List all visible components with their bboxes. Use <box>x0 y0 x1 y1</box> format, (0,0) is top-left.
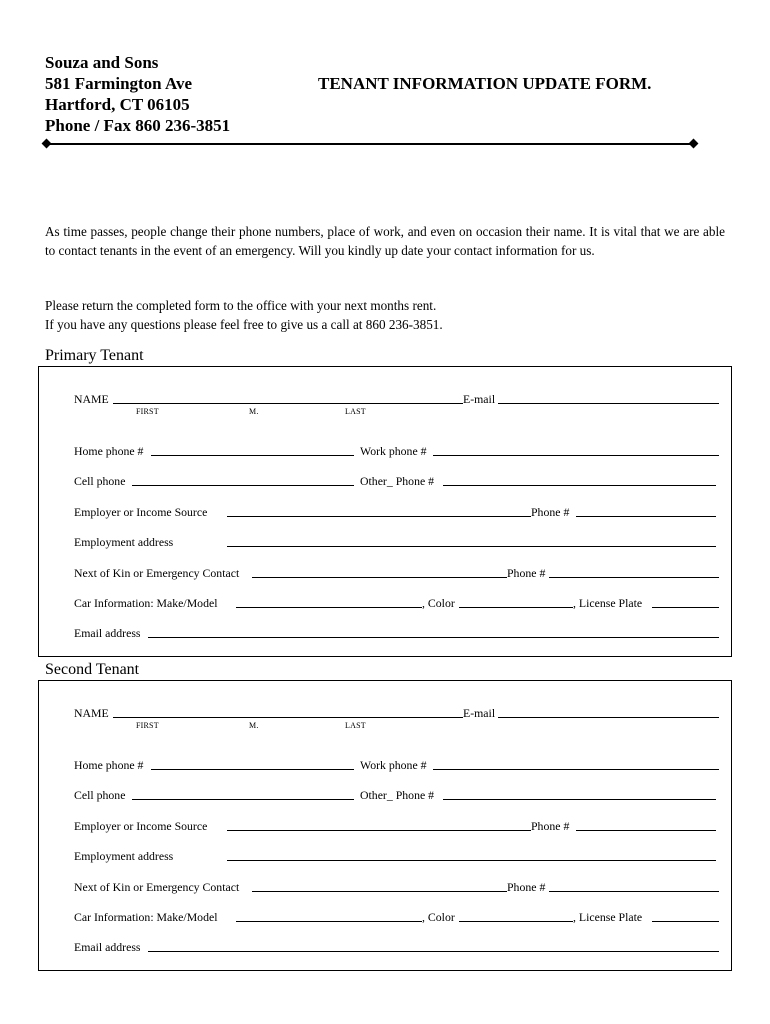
car-make-model-field[interactable] <box>236 921 422 922</box>
first-sublabel: FIRST <box>136 721 159 730</box>
company-name: Souza and Sons <box>45 53 159 72</box>
other-phone-label: Other_ Phone # <box>360 788 435 802</box>
car-info-label: Car Information: Make/Model <box>74 596 218 610</box>
diamond-left-icon <box>42 139 52 149</box>
primary-tenant-box <box>38 366 732 657</box>
last-sublabel: LAST <box>345 721 366 730</box>
employer-row <box>74 504 720 520</box>
return-instructions <box>45 296 725 334</box>
home-phone-field[interactable] <box>151 455 354 456</box>
company-phone: Phone / Fax 860 236-3851 <box>45 116 231 135</box>
work-phone-field[interactable] <box>433 769 719 770</box>
employer-phone-field[interactable] <box>576 830 716 831</box>
email-address-row <box>74 625 720 641</box>
work-phone-field[interactable] <box>433 455 719 456</box>
email-label: E-mail <box>463 706 496 720</box>
cell-phone-row <box>74 473 720 489</box>
work-phone-label: Work phone # <box>360 758 427 772</box>
next-of-kin-field[interactable] <box>252 577 507 578</box>
first-sublabel: FIRST <box>136 407 159 416</box>
kin-phone-label: Phone # <box>507 880 546 894</box>
home-phone-row <box>74 443 720 459</box>
email-address-label: Email address <box>74 626 141 640</box>
email-label: E-mail <box>463 392 496 406</box>
next-of-kin-label: Next of Kin or Emergency Contact <box>74 880 240 894</box>
cell-phone-field[interactable] <box>132 485 354 486</box>
name-label: NAME <box>74 706 109 720</box>
home-phone-field[interactable] <box>151 769 354 770</box>
middle-sublabel: M. <box>249 407 259 416</box>
email-field[interactable] <box>498 403 719 404</box>
license-plate-label: , License Plate <box>573 596 643 610</box>
employer-field[interactable] <box>227 516 531 517</box>
color-label: , Color <box>422 910 455 924</box>
employer-field[interactable] <box>227 830 531 831</box>
employer-phone-field[interactable] <box>576 516 716 517</box>
license-plate-label: , License Plate <box>573 910 643 924</box>
middle-sublabel: M. <box>249 721 259 730</box>
employer-phone-label: Phone # <box>531 819 570 833</box>
name-label: NAME <box>74 392 109 406</box>
car-info-label: Car Information: Make/Model <box>74 910 218 924</box>
employer-phone-label: Phone # <box>531 505 570 519</box>
employment-address-field[interactable] <box>227 860 716 861</box>
home-phone-label: Home phone # <box>74 758 144 772</box>
other-phone-field[interactable] <box>443 799 716 800</box>
employment-address-label: Employment address <box>74 535 174 549</box>
other-phone-label: Other_ Phone # <box>360 474 435 488</box>
cell-phone-label: Cell phone <box>74 474 126 488</box>
return-line-2: If you have any questions please feel free to give us a call at 860 236-3851. <box>45 317 443 332</box>
license-plate-field[interactable] <box>652 607 719 608</box>
next-of-kin-row <box>74 565 720 581</box>
intro-paragraph: As time passes, people change their phone numbers, place of work, and even on occasion their name. It is vital that we are able to contact tenants in the event of an emergency. Will you kindly up date your contact information for us. <box>45 224 725 258</box>
car-info-row <box>74 595 720 611</box>
other-phone-field[interactable] <box>443 485 716 486</box>
email-field[interactable] <box>498 717 719 718</box>
second-tenant-box <box>38 680 732 971</box>
name-row <box>74 391 720 407</box>
employment-address-row <box>74 534 720 550</box>
employer-row <box>74 818 720 834</box>
employer-label: Employer or Income Source <box>74 505 208 519</box>
car-color-field[interactable] <box>459 921 573 922</box>
email-address-field[interactable] <box>148 637 719 638</box>
car-make-model-field[interactable] <box>236 607 422 608</box>
kin-phone-field[interactable] <box>549 891 719 892</box>
kin-phone-label: Phone # <box>507 566 546 580</box>
company-city: Hartford, CT 06105 <box>45 95 190 114</box>
name-row <box>74 705 720 721</box>
form-title: TENANT INFORMATION UPDATE FORM. <box>318 74 652 93</box>
employer-label: Employer or Income Source <box>74 819 208 833</box>
name-field[interactable] <box>113 717 463 718</box>
return-line-1: Please return the completed form to the office with your next months rent. <box>45 298 437 313</box>
next-of-kin-row <box>74 879 720 895</box>
section-title-second-tenant: Second Tenant <box>45 661 140 678</box>
name-field[interactable] <box>113 403 463 404</box>
last-sublabel: LAST <box>345 407 366 416</box>
cell-phone-field[interactable] <box>132 799 354 800</box>
email-address-label: Email address <box>74 940 141 954</box>
cell-phone-label: Cell phone <box>74 788 126 802</box>
car-info-row <box>74 909 720 925</box>
kin-phone-field[interactable] <box>549 577 719 578</box>
section-title-primary-tenant: Primary Tenant <box>45 347 144 364</box>
home-phone-row <box>74 757 720 773</box>
company-header <box>45 52 230 136</box>
email-address-row <box>74 939 720 955</box>
employment-address-label: Employment address <box>74 849 174 863</box>
work-phone-label: Work phone # <box>360 444 427 458</box>
employment-address-field[interactable] <box>227 546 716 547</box>
next-of-kin-field[interactable] <box>252 891 507 892</box>
cell-phone-row <box>74 787 720 803</box>
company-street: 581 Farmington Ave <box>45 74 193 93</box>
diamond-right-icon <box>689 139 699 149</box>
license-plate-field[interactable] <box>652 921 719 922</box>
next-of-kin-label: Next of Kin or Emergency Contact <box>74 566 240 580</box>
color-label: , Color <box>422 596 455 610</box>
header-divider <box>42 140 698 148</box>
employment-address-row <box>74 848 720 864</box>
home-phone-label: Home phone # <box>74 444 144 458</box>
email-address-field[interactable] <box>148 951 719 952</box>
car-color-field[interactable] <box>459 607 573 608</box>
